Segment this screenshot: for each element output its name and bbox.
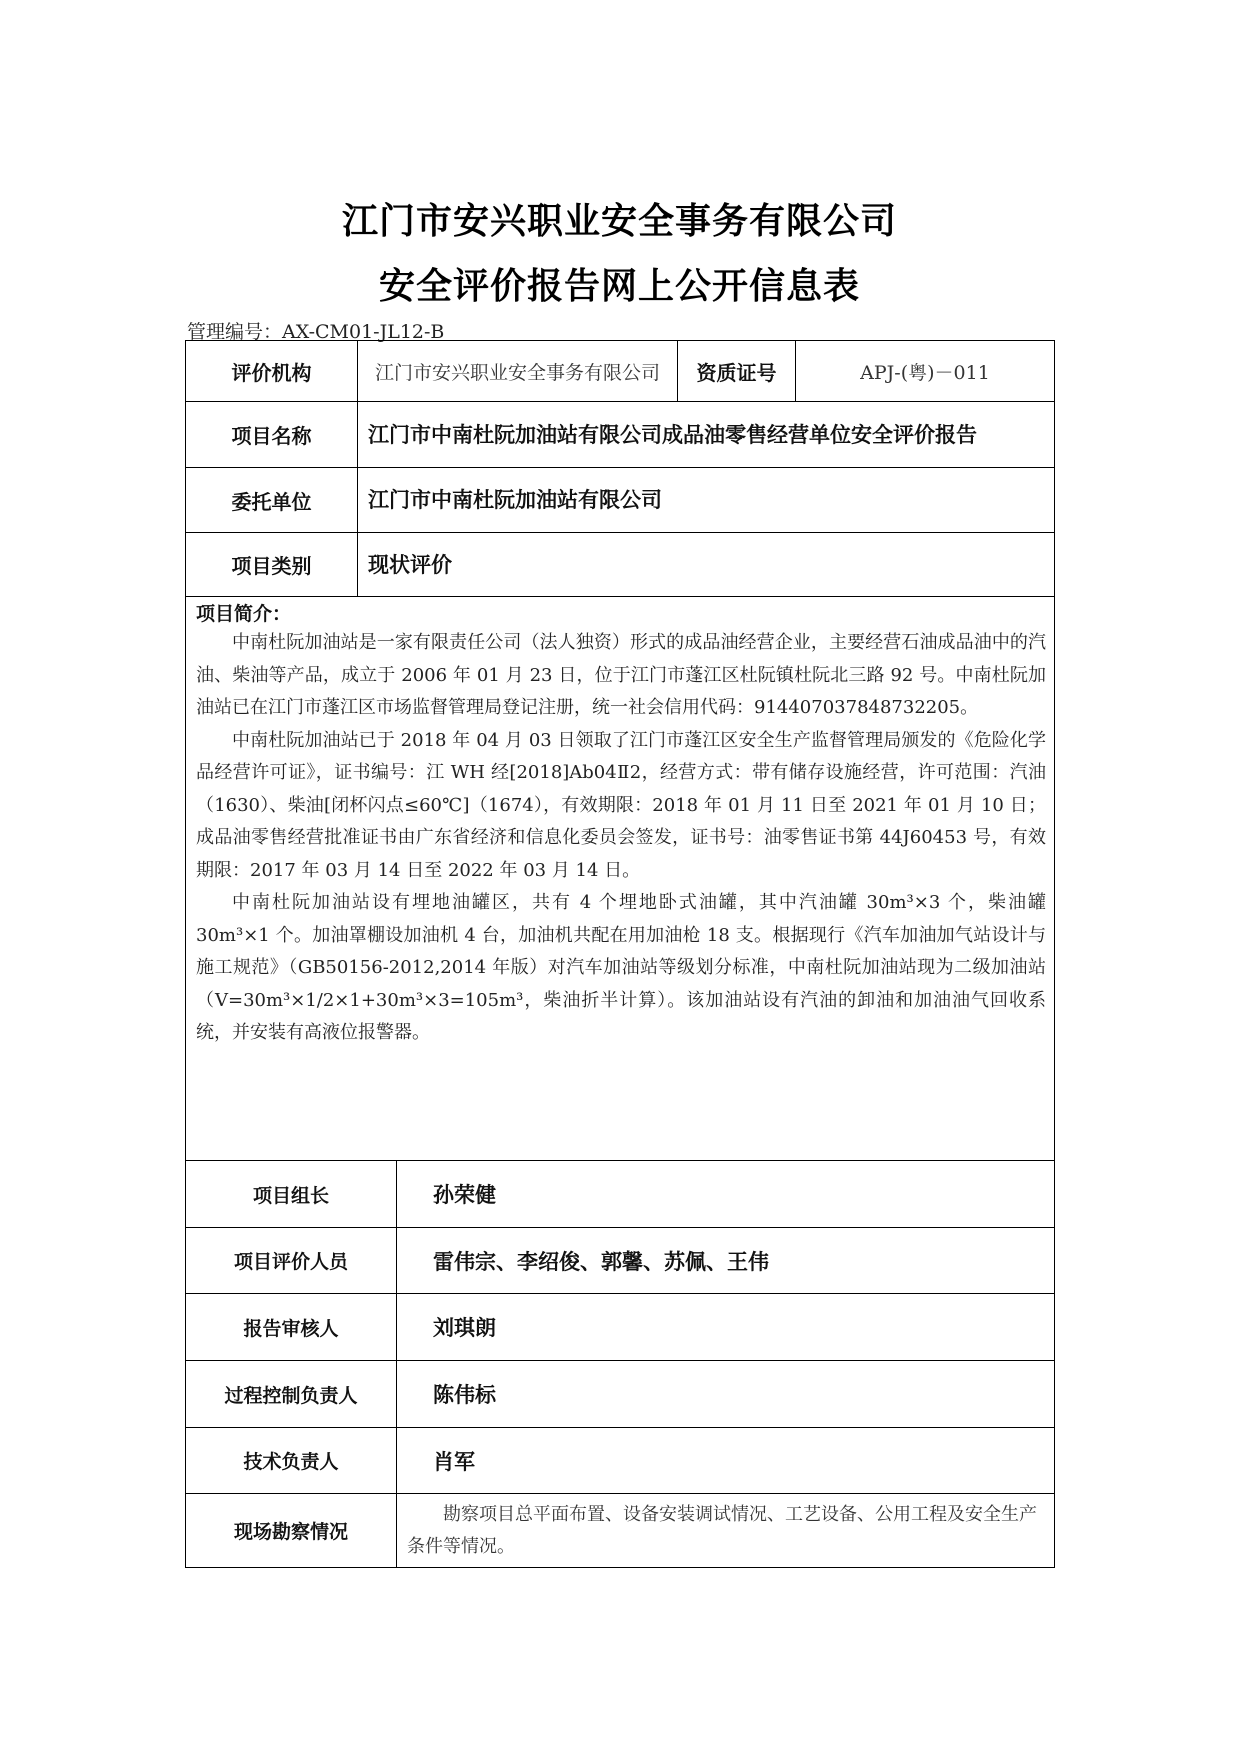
intro-label: 项目简介： xyxy=(196,603,292,625)
category-value: 现状评价 xyxy=(358,533,1055,597)
table-row xyxy=(186,1294,1055,1361)
org-label: 评价机构 xyxy=(186,341,358,402)
tech-lead-value: 肖军 xyxy=(397,1428,1055,1494)
table-row xyxy=(186,1228,1055,1294)
personnel-table xyxy=(185,1160,1055,1568)
table-row xyxy=(186,1361,1055,1428)
table-row xyxy=(186,533,1055,597)
table-row xyxy=(186,341,1055,402)
process-control-value: 陈伟标 xyxy=(397,1361,1055,1428)
intro-paragraph-1: 中南杜阮加油站是一家有限责任公司（法人独资）形式的成品油经营企业，主要经营石油成品油中的汽油、柴油等产品，成立于 2006 年 01 月 23 日，位于江门市蓬江区杜阮镇杜阮北三路 92 号。中南杜阮加油站已在江门市蓬江区市场监督管理局登记注册，统一社会信用代码：914407037848732205。 xyxy=(196,632,1046,718)
project-name-label: 项目名称 xyxy=(186,402,358,468)
project-intro xyxy=(186,597,1055,1161)
management-number-value: AX-CM01-JL12-B xyxy=(282,321,445,343)
tech-lead-label: 技术负责人 xyxy=(186,1428,397,1494)
process-control-label: 过程控制负责人 xyxy=(186,1361,397,1428)
document-title-line1: 江门市安兴职业安全事务有限公司 xyxy=(341,201,897,242)
table-row xyxy=(186,1494,1055,1568)
intro-paragraph-3: 中南杜阮加油站设有埋地油罐区，共有 4 个埋地卧式油罐，其中汽油罐 30m³×3 个，柴油罐 30m³×1 个。加油罩棚设加油机 4 台，加油机共配在用加油枪 18 支。根据现行《汽车加油加气站设计与施工规范》（GB50156-2012,2014 年版）对汽车加油站等级划分标准，中南杜阮加油站现为二级加油站（V=30m³×1/2×1+30m³×3=105m³，柴油折半计算）。该加油站设有汽油的卸油和加油油气回收系统，并安装有高液位报警器。 xyxy=(196,892,1046,1043)
site-survey-value: 勘察项目总平面布置、设备安装调试情况、工艺设备、公用工程及安全生产条件等情况。 xyxy=(397,1494,1055,1568)
site-survey-label: 现场勘察情况 xyxy=(186,1494,397,1568)
intro-paragraph-2: 中南杜阮加油站已于 2018 年 04 月 03 日领取了江门市蓬江区安全生产监督管理局颁发的《危险化学品经营许可证》，证书编号：江 WH 经[2018]Ab04Ⅱ2，经营方式：带有储存设施经营，许可范围：汽油（1630）、柴油[闭杯闪点≤60℃]（1674），有效期限：2018 年 01 月 11 日至 2021 年 01 月 10 日；成品油零售经营批准证书由广东省经济和信息化委员会签发，证书号：油零售证书第 44J60453 号，有效期限：2017 年 03 月 14 日至 2022 年 03 月 14 日。 xyxy=(196,729,1046,881)
org-value: 江门市安兴职业安全事务有限公司 xyxy=(358,341,678,402)
reviewer-value: 刘琪朗 xyxy=(397,1294,1055,1361)
team-leader-label: 项目组长 xyxy=(186,1161,397,1228)
management-number-label: 管理编号： xyxy=(187,321,283,343)
document-title-line2: 安全评价报告网上公开信息表 xyxy=(378,266,860,307)
client-value: 江门市中南杜阮加油站有限公司 xyxy=(358,468,1055,533)
evaluators-label: 项目评价人员 xyxy=(186,1228,397,1294)
table-row xyxy=(186,468,1055,533)
evaluators-value: 雷伟宗、李绍俊、郭馨、苏佩、王伟 xyxy=(397,1228,1055,1294)
reviewer-label: 报告审核人 xyxy=(186,1294,397,1361)
info-table xyxy=(185,340,1055,1161)
client-label: 委托单位 xyxy=(186,468,358,533)
table-row xyxy=(186,1161,1055,1228)
cert-value: APJ-(粤)－011 xyxy=(796,341,1055,402)
table-row xyxy=(186,597,1055,1161)
project-name-value: 江门市中南杜阮加油站有限公司成品油零售经营单位安全评价报告 xyxy=(358,402,1055,468)
team-leader-value: 孙荣健 xyxy=(397,1161,1055,1228)
table-row xyxy=(186,402,1055,468)
category-label: 项目类别 xyxy=(186,533,358,597)
cert-label: 资质证号 xyxy=(678,341,796,402)
table-row xyxy=(186,1428,1055,1494)
